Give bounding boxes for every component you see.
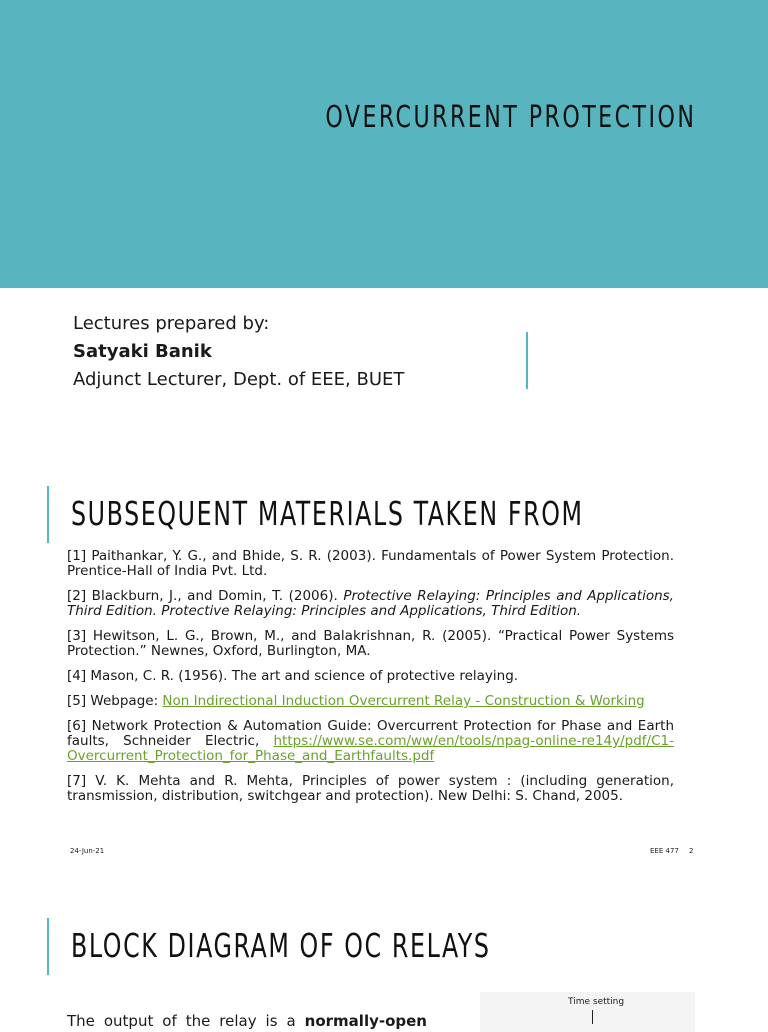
reference-item: [3] Hewitson, L. G., Brown, M., and Balakrishnan, R. (2005). “Practical Power Systems Protection.” Newnes, Oxford, Burlington, MA. — [67, 628, 674, 659]
reference-link[interactable]: Non Indirectional Induction Overcurrent Relay - Construction & Working — [162, 693, 645, 709]
prepared-by-label: Lectures prepared by: — [73, 313, 270, 334]
section-heading: SUBSEQUENT MATERIALS TAKEN FROM — [71, 494, 584, 533]
reference-item: [5] Webpage: Non Indirectional Induction Overcurrent Relay - Construction & Working — [67, 693, 645, 709]
reference-item: [4] Mason, C. R. (1956). The art and science of protective relaying. — [67, 668, 519, 684]
author-block — [73, 310, 404, 394]
reference-item: [2] Blackburn, J., and Domin, T. (2006). Protective Relaying: Principles and Applications, Third Edition. Protective Relaying: Principles and Applications, Third Edition. — [67, 588, 674, 619]
accent-divider — [47, 918, 49, 975]
presentation-title: OVERCURRENT PROTECTION — [325, 100, 696, 135]
arrow-down-icon — [592, 1010, 593, 1024]
accent-divider — [526, 332, 528, 389]
footer-page-number: 2 — [689, 847, 694, 855]
title-banner — [0, 0, 768, 288]
section-heading: BLOCK DIAGRAM OF OC RELAYS — [71, 926, 491, 965]
reference-list — [67, 549, 674, 814]
reference-item: [6] Network Protection & Automation Guide: Overcurrent Protection for Phase and Earth faults, Schneider Electric, https://www.se.com/ww/en/tools/npag-online-re14y/pdf/C1-Overcurrent_Protection_for_Phase_and_Earthfaults.pdf — [67, 718, 674, 764]
accent-divider — [47, 486, 49, 543]
reference-item: [7] V. K. Mehta and R. Mehta, Principles of power system : (including generation, transmission, distribution, switchgear and protection). New Delhi: S. Chand, 2005. — [67, 773, 674, 804]
diagram-label: Time setting — [568, 997, 625, 1007]
reference-item: [1] Paithankar, Y. G., and Bhide, S. R. (2003). Fundamentals of Power System Protection. Prentice-Hall of India Pvt. Ltd. — [67, 548, 674, 579]
body-paragraph: The output of the relay is a normally-open — [67, 1012, 427, 1030]
author-name: Satyaki Banik — [73, 341, 212, 362]
footer-date: 24-Jun-21 — [70, 847, 105, 855]
footer-course: EEE 477 — [650, 847, 679, 855]
author-role: Adjunct Lecturer, Dept. of EEE, BUET — [73, 369, 405, 390]
reference-link[interactable]: https://www.se.com/ww/en/tools/npag-online-re14y/pdf/C1-Overcurrent_Protection_for_Phase_and_Earthfaults.pdf — [67, 733, 674, 764]
